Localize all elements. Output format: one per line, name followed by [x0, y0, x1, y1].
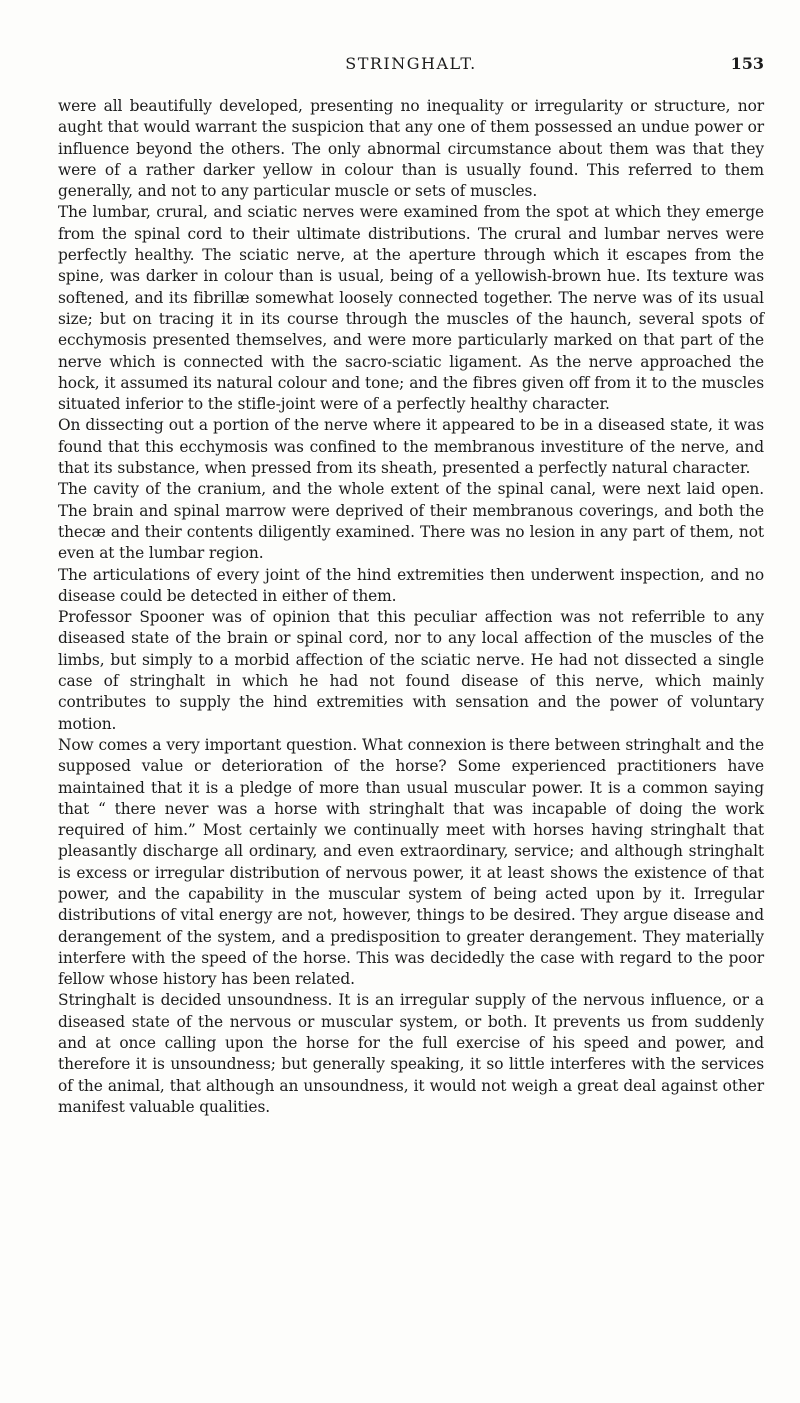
- paragraph: Professor Spooner was of opinion that this peculiar affection was not referrible to any diseased state of the brain or spinal cord, nor to any local affection of the muscles of the limbs, but simply to a morbid affection of the sciatic nerve. He had not dissected a single case of stringhalt in which he had not found disease of this nerve, which mainly contributes to supply the hind extremities with sensation and the power of voluntary motion.: [58, 608, 764, 733]
- body-text: [58, 96, 764, 1118]
- running-head-title: STRINGHALT.: [345, 54, 477, 73]
- paragraph: were all beautifully developed, presenting no inequality or irregularity or structure, nor aught that would warrant the suspicion that any one of them possessed an undue power or influence beyond the others. The only abnormal circumstance about them was that they were of a rather darker yellow in colour than is usually found. This referred to them generally, and not to any particular muscle or sets of muscles.: [58, 97, 764, 201]
- paragraph: The lumbar, crural, and sciatic nerves were examined from the spot at which they emerge from the spinal cord to their ultimate distributions. The crural and lumbar nerves were perfectly healthy. The sciatic nerve, at the aperture through which it escapes from the spine, was darker in colour than is usual, being of a yellowish-brown hue. Its texture was softened, and its fibrillæ somewhat loosely connected together. The nerve was of its usual size; but on tracing it in its course through the muscles of the haunch, several spots of ecchymosis presented themselves, and were more particularly marked on that part of the nerve which is connected with the sacro-sciatic ligament. As the nerve approached the hock, it assumed its natural colour and tone; and the fibres given off from it to the muscles situated inferior to the stifle-joint were of a perfectly healthy character.: [58, 203, 764, 414]
- running-head: [58, 54, 764, 78]
- page-number: 153: [730, 54, 764, 73]
- paragraph: Stringhalt is decided unsoundness. It is an irregular supply of the nervous influence, or a diseased state of the nervous or muscular system, or both. It prevents us from suddenly and at once calling upon the horse for the full exercise of his speed and power, and therefore it is unsoundness; but generally speaking, it so little interferes with the services of the animal, that although an unsoundness, it would not weigh a great deal against other manifest valuable qualities.: [58, 991, 764, 1116]
- paragraph: Now comes a very important question. What connexion is there between stringhalt and the supposed value or deterioration of the horse? Some experienced practitioners have maintained that it is a pledge of more than usual muscular power. It is a common saying that “ there never was a horse with stringhalt that was incapable of doing the work required of him.” Most certainly we continually meet with horses having stringhalt that pleasantly discharge all ordinary, and even extraordinary, service; and although stringhalt is excess or irregular distribution of nervous power, it at least shows the existence of that power, and the capability in the muscular system of being acted upon by it. Irregular distributions of vital energy are not, however, things to be desired. They argue disease and derangement of the system, and a predisposition to greater derangement. They materially interfere with the speed of the horse. This was decidedly the case with regard to the poor fellow whose history has been related.: [58, 735, 764, 989]
- paragraph: The articulations of every joint of the hind extremities then underwent inspection, and no disease could be detected in either of them.: [58, 565, 764, 605]
- paragraph: On dissecting out a portion of the nerve where it appeared to be in a diseased state, it was found that this ecchymosis was confined to the membranous investiture of the nerve, and that its substance, when pressed from its sheath, presented a perfectly natural character.: [58, 416, 764, 478]
- paragraph: The cavity of the cranium, and the whole extent of the spinal canal, were next laid open. The brain and spinal marrow were deprived of their membranous coverings, and both the thecæ and their contents diligently examined. There was no lesion in any part of them, not even at the lumbar region.: [58, 480, 764, 563]
